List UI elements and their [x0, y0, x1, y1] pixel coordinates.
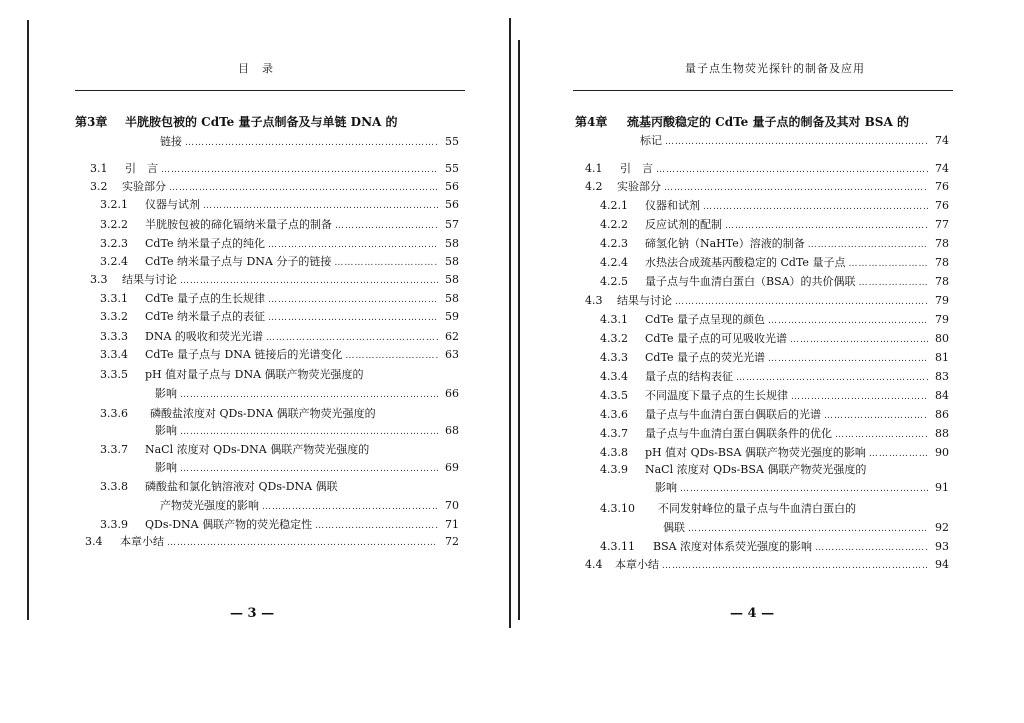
toc-entry	[100, 292, 459, 307]
toc-entry	[100, 348, 459, 363]
toc-leader-dots	[808, 238, 928, 252]
toc-entry-title: 仪器与试剂	[145, 198, 200, 211]
toc-entry	[90, 162, 459, 177]
toc-entry-number: 4.3.8	[600, 446, 628, 459]
toc-entry-page: 94	[935, 558, 949, 571]
toc-entry-title: 巯基丙酸稳定的 CdTe 量子点的制备及其对 BSA 的	[627, 115, 909, 129]
toc-entry-title: CdTe 纳米量子点的纯化	[145, 237, 265, 250]
toc-leader-dots	[180, 425, 438, 439]
right-page	[525, 0, 995, 723]
toc-entry-page: 72	[445, 535, 459, 548]
toc-entry	[663, 521, 949, 536]
toc-entry-title: 结果与讨论	[122, 273, 177, 286]
toc-entry-number: 4.2.5	[600, 275, 628, 288]
toc-entry	[155, 387, 459, 402]
toc-entry-page: 78	[935, 237, 949, 250]
toc-entry-page: 78	[935, 275, 949, 288]
toc-leader-dots	[266, 331, 438, 345]
toc-entry-page: 79	[935, 294, 949, 307]
toc-entry-title: 本章小结	[120, 535, 164, 548]
toc-entry-title: 仪器和试剂	[645, 199, 700, 212]
toc-entry-page: 58	[445, 255, 459, 268]
toc-entry	[600, 427, 949, 442]
left-header-rule	[75, 90, 465, 91]
toc-entry-title: 量子点与牛血清白蛋白（BSA）的共价偶联	[645, 275, 856, 288]
toc-entry	[600, 370, 949, 385]
toc-entry-number: 3.3.2	[100, 310, 128, 323]
toc-entry-title: 链接	[160, 135, 182, 148]
toc-entry	[600, 313, 949, 328]
toc-entry-page: 80	[935, 332, 949, 345]
toc-entry-number: 3.2.3	[100, 237, 128, 250]
toc-entry-number: 3.4	[85, 535, 103, 548]
toc-entry-page: 76	[935, 180, 949, 193]
toc-leader-dots	[315, 519, 438, 533]
toc-entry	[600, 256, 949, 271]
toc-leader-dots	[662, 559, 928, 573]
toc-entry-title: CdTe 纳米量子点与 DNA 分子的链接	[145, 255, 332, 268]
toc-entry-number: 3.1	[90, 162, 108, 175]
toc-entry	[600, 389, 949, 404]
toc-entry-number: 4.3.6	[600, 408, 628, 421]
toc-entry-page: 66	[445, 387, 459, 400]
toc-leader-dots	[736, 371, 928, 385]
toc-entry	[90, 273, 459, 288]
toc-entry-title: 量子点的结构表征	[645, 370, 733, 383]
toc-entry	[100, 518, 459, 533]
toc-entry-number: 3.3.6	[100, 407, 128, 420]
toc-entry	[600, 275, 949, 290]
toc-entry-number: 第4章	[575, 115, 608, 129]
toc-entry	[585, 162, 949, 177]
toc-entry-number: 3.3	[90, 273, 108, 286]
toc-entry-number: 4.3.3	[600, 351, 628, 364]
toc-entry-page: 56	[445, 180, 459, 193]
toc-entry-page: 59	[445, 310, 459, 323]
toc-entry	[100, 407, 435, 421]
toc-entry-page: 69	[445, 461, 459, 474]
toc-entry	[600, 446, 949, 461]
toc-entry-title: 不同发射峰位的量子点与牛血清白蛋白的	[658, 502, 856, 515]
toc-leader-dots	[161, 163, 438, 177]
toc-entry-page: 74	[935, 134, 949, 147]
toc-leader-dots	[169, 181, 438, 195]
toc-entry-title: 引 言	[620, 162, 653, 175]
toc-entry	[100, 218, 459, 233]
toc-leader-dots	[180, 388, 438, 402]
toc-entry	[90, 180, 459, 195]
toc-entry-number: 4.3.4	[600, 370, 628, 383]
toc-entry-page: 62	[445, 330, 459, 343]
toc-leader-dots	[688, 522, 928, 536]
toc-leader-dots	[665, 135, 928, 149]
toc-entry	[100, 310, 459, 325]
toc-leader-dots	[664, 181, 928, 195]
right-footer: — 4 —	[730, 606, 775, 621]
toc-entry-title: 实验部分	[617, 180, 661, 193]
toc-entry-title: 量子点与牛血清白蛋白偶联条件的优化	[645, 427, 832, 440]
toc-leader-dots	[345, 349, 438, 363]
toc-entry	[100, 237, 459, 252]
toc-entry	[585, 294, 949, 309]
toc-entry-title: 本章小结	[615, 558, 659, 571]
toc-entry-number: 4.3.9	[600, 463, 628, 476]
toc-entry-number: 第3章	[75, 115, 108, 129]
toc-entry	[155, 424, 459, 439]
toc-entry	[640, 134, 949, 149]
toc-leader-dots	[824, 409, 928, 423]
toc-entry-page: 71	[445, 518, 459, 531]
toc-entry-title: 标记	[640, 134, 662, 147]
toc-entry-title: 影响	[655, 481, 677, 494]
toc-leader-dots	[268, 311, 438, 325]
toc-entry-title: QDs-DNA 偶联产物的荧光稳定性	[145, 518, 313, 531]
toc-entry-number: 3.3.9	[100, 518, 128, 531]
toc-leader-dots	[203, 199, 438, 213]
toc-entry	[600, 502, 925, 516]
toc-entry	[600, 237, 949, 252]
toc-entry-number: 3.3.1	[100, 292, 128, 305]
toc-entry-title: 影响	[155, 424, 177, 437]
toc-entry-title: 产物荧光强度的影响	[160, 499, 259, 512]
toc-entry-page: 68	[445, 424, 459, 437]
toc-entry-page: 58	[445, 292, 459, 305]
right-header-rule	[573, 90, 953, 91]
toc-entry	[600, 463, 925, 477]
toc-entry	[75, 115, 435, 129]
left-footer: — 3 —	[230, 606, 275, 621]
toc-entry	[655, 481, 949, 496]
toc-entry-title: CdTe 纳米量子点的表征	[145, 310, 265, 323]
toc-entry	[100, 443, 435, 457]
toc-entry-title: 磷酸盐浓度对 QDs-DNA 偶联产物荧光强度的	[150, 407, 376, 420]
toc-leader-dots	[768, 352, 928, 366]
toc-entry-number: 4.3.11	[600, 540, 635, 553]
toc-entry-page: 90	[935, 446, 949, 459]
toc-entry-number: 3.2.4	[100, 255, 128, 268]
toc-entry-title: 碲氢化钠（NaHTe）溶液的制备	[645, 237, 805, 250]
right-header: 量子点生物荧光探针的制备及应用	[685, 62, 865, 75]
toc-entry-title: CdTe 量子点与 DNA 链接后的光谱变化	[145, 348, 343, 361]
toc-entry	[100, 198, 459, 213]
toc-entry-number: 3.3.3	[100, 330, 128, 343]
toc-entry	[100, 480, 435, 494]
left-edge-line	[27, 20, 29, 620]
toc-entry	[600, 218, 949, 233]
toc-entry-title: NaCl 浓度对 QDs-BSA 偶联产物荧光强度的	[645, 463, 867, 476]
toc-leader-dots	[675, 295, 928, 309]
toc-entry-number: 3.3.7	[100, 443, 128, 456]
toc-entry-page: 83	[935, 370, 949, 383]
toc-entry-page: 91	[935, 481, 949, 494]
toc-entry-title: 偶联	[663, 521, 685, 534]
toc-entry	[160, 499, 459, 514]
toc-entry-title: CdTe 量子点的生长规律	[145, 292, 265, 305]
toc-entry-title: 不同温度下量子点的生长规律	[645, 389, 788, 402]
toc-entry-title: 引 言	[125, 162, 158, 175]
toc-leader-dots	[167, 536, 438, 550]
toc-leader-dots	[180, 274, 438, 288]
toc-entry-page: 77	[935, 218, 949, 231]
toc-entry	[100, 330, 459, 345]
toc-entry-title: 实验部分	[122, 180, 166, 193]
left-page	[30, 0, 490, 723]
toc-entry-number: 4.2.2	[600, 218, 628, 231]
toc-entry-page: 88	[935, 427, 949, 440]
toc-entry-page: 55	[445, 162, 459, 175]
toc-leader-dots	[790, 333, 928, 347]
toc-entry-number: 4.2.1	[600, 199, 628, 212]
toc-leader-dots	[262, 500, 438, 514]
toc-entry-number: 4.3.2	[600, 332, 628, 345]
toc-entry-page: 84	[935, 389, 949, 402]
toc-leader-dots	[335, 219, 438, 233]
toc-entry-number: 3.2.1	[100, 198, 128, 211]
toc-leader-dots	[268, 293, 438, 307]
toc-entry-page: 56	[445, 198, 459, 211]
toc-leader-dots	[835, 428, 928, 442]
center-left-line	[509, 18, 511, 628]
toc-entry	[585, 558, 949, 573]
toc-leader-dots	[859, 276, 928, 290]
toc-entry	[600, 332, 949, 347]
toc-leader-dots	[869, 447, 928, 461]
toc-entry	[100, 255, 459, 270]
toc-entry-title: 半胱胺包被的 CdTe 量子点制备及与单链 DNA 的	[125, 115, 398, 129]
toc-entry-number: 4.2.4	[600, 256, 628, 269]
toc-entry-page: 79	[935, 313, 949, 326]
toc-entry-number: 4.3.1	[600, 313, 628, 326]
toc-entry	[600, 540, 949, 555]
toc-entry-number: 4.3.5	[600, 389, 628, 402]
toc-entry-title: DNA 的吸收和荧光光谱	[145, 330, 263, 343]
toc-leader-dots	[656, 163, 928, 177]
toc-entry-page: 92	[935, 521, 949, 534]
toc-entry-number: 4.3.7	[600, 427, 628, 440]
toc-entry-title: 影响	[155, 387, 177, 400]
toc-entry-title: NaCl 浓度对 QDs-DNA 偶联产物荧光强度的	[145, 443, 370, 456]
center-right-line	[518, 40, 520, 620]
toc-entry-page: 74	[935, 162, 949, 175]
toc-entry-number: 4.3	[585, 294, 603, 307]
toc-entry-page: 76	[935, 199, 949, 212]
toc-entry-page: 78	[935, 256, 949, 269]
toc-entry-number: 4.3.10	[600, 502, 635, 515]
toc-entry	[600, 408, 949, 423]
toc-entry-title: 水热法合成巯基丙酸稳定的 CdTe 量子点	[645, 256, 846, 269]
toc-leader-dots	[334, 256, 438, 270]
toc-leader-dots	[768, 314, 928, 328]
toc-entry-title: CdTe 量子点的荧光光谱	[645, 351, 765, 364]
toc-leader-dots	[703, 200, 928, 214]
toc-entry-page: 58	[445, 273, 459, 286]
toc-entry-title: 磷酸盐和氯化钠溶液对 QDs-DNA 偶联	[145, 480, 338, 493]
toc-entry	[85, 535, 459, 550]
toc-entry-title: BSA 浓度对体系荧光强度的影响	[653, 540, 813, 553]
toc-entry-page: 86	[935, 408, 949, 421]
toc-entry	[160, 135, 459, 150]
toc-leader-dots	[791, 390, 928, 404]
toc-leader-dots	[180, 462, 438, 476]
toc-entry-title: CdTe 量子点的可见吸收光谱	[645, 332, 787, 345]
toc-entry	[600, 199, 949, 214]
toc-entry-title: 结果与讨论	[617, 294, 672, 307]
toc-entry-number: 4.4	[585, 558, 603, 571]
toc-entry	[100, 368, 435, 382]
toc-entry-page: 63	[445, 348, 459, 361]
toc-entry	[585, 180, 949, 195]
toc-entry-number: 3.3.8	[100, 480, 128, 493]
toc-leader-dots	[185, 136, 438, 150]
toc-entry-page: 81	[935, 351, 949, 364]
toc-leader-dots	[680, 482, 928, 496]
toc-entry-title: pH 值对量子点与 DNA 偶联产物荧光强度的	[145, 368, 364, 381]
toc-entry-number: 3.3.5	[100, 368, 128, 381]
toc-entry-title: 量子点与牛血清白蛋白偶联后的光谱	[645, 408, 821, 421]
toc-entry-title: 影响	[155, 461, 177, 474]
toc-entry-number: 3.3.4	[100, 348, 128, 361]
toc-entry-title: pH 值对 QDs-BSA 偶联产物荧光强度的影响	[645, 446, 866, 459]
toc-entry-page: 93	[935, 540, 949, 553]
toc-entry-title: 反应试剂的配制	[645, 218, 722, 231]
toc-entry	[600, 351, 949, 366]
toc-entry-title: CdTe 量子点呈现的颜色	[645, 313, 765, 326]
toc-leader-dots	[268, 238, 438, 252]
toc-entry-page: 57	[445, 218, 459, 231]
left-header: 目 录	[238, 62, 274, 75]
toc-entry-title: 半胱胺包被的碲化镉纳米量子点的制备	[145, 218, 332, 231]
toc-entry	[155, 461, 459, 476]
toc-entry-number: 4.1	[585, 162, 603, 175]
toc-entry-number: 4.2	[585, 180, 603, 193]
toc-entry-page: 55	[445, 135, 459, 148]
toc-entry-page: 58	[445, 237, 459, 250]
toc-entry-number: 4.2.3	[600, 237, 628, 250]
toc-leader-dots	[725, 219, 928, 233]
toc-entry	[575, 115, 925, 129]
toc-entry-page: 70	[445, 499, 459, 512]
toc-entry-number: 3.2.2	[100, 218, 128, 231]
toc-entry-number: 3.2	[90, 180, 108, 193]
toc-leader-dots	[848, 257, 928, 271]
toc-leader-dots	[815, 541, 928, 555]
